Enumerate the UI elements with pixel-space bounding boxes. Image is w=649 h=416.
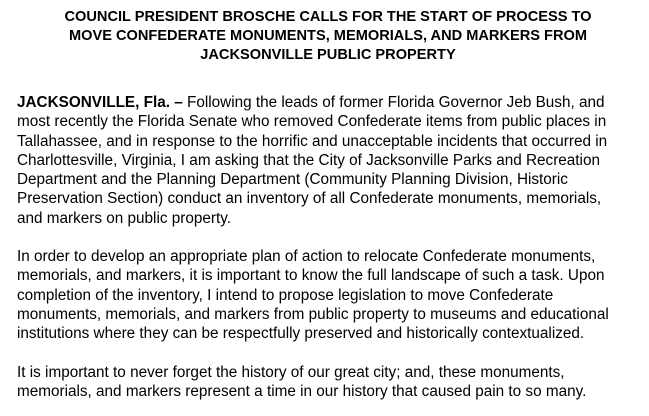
dateline: JACKSONVILLE, Fla. – <box>17 94 183 111</box>
paragraph-3: It is important to never forget the history of our great city; and, these monuments, memorials, and markers represent a time in our history that caused pain to so many. <box>17 363 587 400</box>
headline: COUNCIL PRESIDENT BROSCHE CALLS FOR THE START OF PROCESS TO MOVE CONFEDERATE MONUMENTS, MEMORIALS, AND MARKERS FROM JACKSONVILLE PUBLIC PROPERTY <box>64 9 592 63</box>
paragraph-2: In order to develop an appropriate plan of action to relocate Confederate monuments, memorials, and markers, it is important to know the full landscape of such a task. Upon completion of the inventory, I intend to propose legislation to move Confederate monuments, memorials, and markers from public property to museums and educational institutions where they can be respectfully preserved and historically contextualized. <box>17 248 609 343</box>
paragraph-1 <box>17 93 639 228</box>
paragraph-1-body: Following the leads of former Florida Governor Jeb Bush, and most recently the Florida Senate who removed Confederate items from public places in Tallahassee, and in response to the horrific and unacceptable incidents that occurred in Charlottesville, Virginia, I am asking that the City of Jacksonville Parks and Recreation Department and the Planning Department (Community Planning Division, Historic Preservation Section) conduct an inventory of all Confederate monuments, memorials, and markers on public property. <box>17 94 608 227</box>
press-release <box>17 8 639 401</box>
